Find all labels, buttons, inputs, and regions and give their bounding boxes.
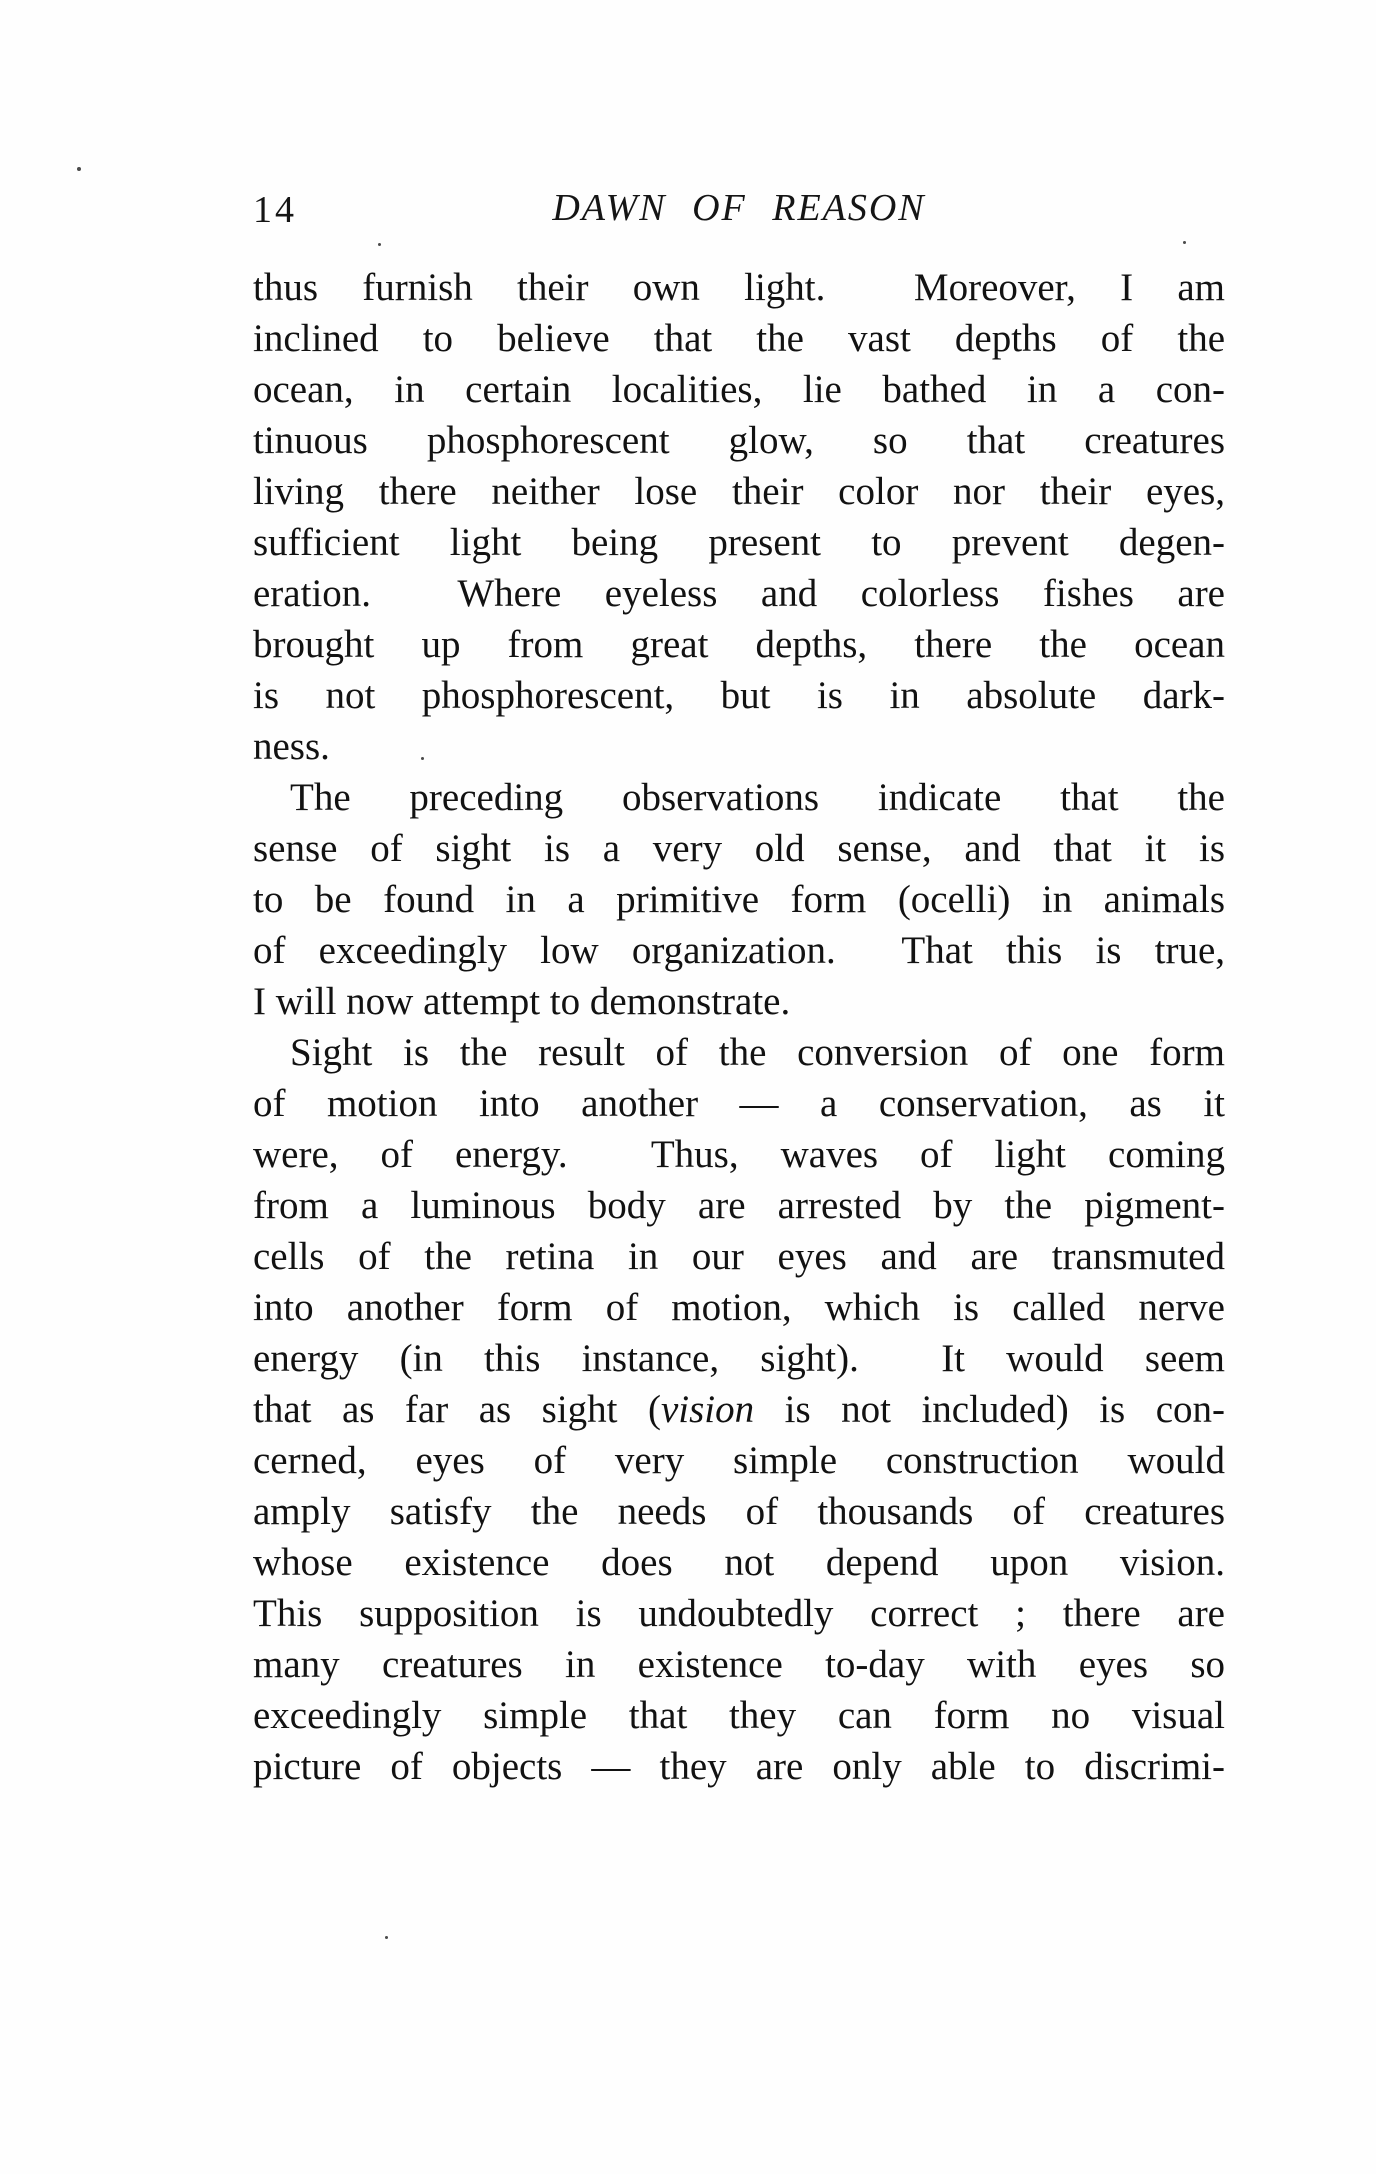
text-line: tinuous phosphorescent glow, so that creatures xyxy=(253,419,1225,462)
text-line: I will now attempt to demonstrate. xyxy=(253,980,791,1023)
text-line: of motion into another — a conservation, as it xyxy=(253,1082,1225,1125)
page-header xyxy=(253,186,1225,236)
text-line: inclined to believe that the vast depths of the xyxy=(253,317,1225,360)
text-line: were, of energy. Thus, waves of light coming xyxy=(253,1133,1225,1176)
text-line: sufficient light being present to prevent degen- xyxy=(253,521,1225,564)
text-line: energy (in this instance, sight). It would seem xyxy=(253,1337,1225,1380)
text-line: to be found in a primitive form (ocelli) in animals xyxy=(253,878,1225,921)
text-line: thus furnish their own light. Moreover, I am xyxy=(253,266,1225,309)
text-line: brought up from great depths, there the ocean xyxy=(253,623,1225,666)
text-line: is not phosphorescent, but is in absolute dark- xyxy=(253,674,1225,717)
body-text xyxy=(253,262,1225,1792)
page-number: 14 xyxy=(253,189,297,231)
text-line: cerned, eyes of very simple construction would xyxy=(253,1439,1225,1482)
text-line: into another form of motion, which is called nerve xyxy=(253,1286,1225,1329)
text-line: Sight is the result of the conversion of one form xyxy=(290,1031,1225,1074)
scan-speck xyxy=(421,757,424,760)
text-line: cells of the retina in our eyes and are transmuted xyxy=(253,1235,1225,1278)
text-line: whose existence does not depend upon vision. xyxy=(253,1541,1225,1584)
text-line: amply satisfy the needs of thousands of creatures xyxy=(253,1490,1225,1533)
text-line: The preceding observations indicate that the xyxy=(290,776,1225,819)
text-line: living there neither lose their color nor their eyes, xyxy=(253,470,1225,513)
text-line: ness. xyxy=(253,725,330,768)
text-line: This supposition is undoubtedly correct ; there are xyxy=(253,1592,1225,1635)
text-line: ocean, in certain localities, lie bathed in a con- xyxy=(253,368,1225,411)
text-line: from a luminous body are arrested by the pigment- xyxy=(253,1184,1225,1227)
text-line: of exceedingly low organization. That this is true, xyxy=(253,929,1225,972)
italic-text: vision xyxy=(660,1388,755,1431)
text-line: exceedingly simple that they can form no visual xyxy=(253,1694,1225,1737)
running-title: DAWN OF REASON xyxy=(552,187,926,229)
text-line: that as far as sight (vision is not included) is con- xyxy=(253,1388,1225,1431)
text-line: many creatures in existence to-day with eyes so xyxy=(253,1643,1225,1686)
scan-speck xyxy=(385,1936,388,1939)
scan-speck xyxy=(77,167,81,171)
text-line: sense of sight is a very old sense, and that it is xyxy=(253,827,1225,870)
scan-speck xyxy=(1183,241,1186,244)
text-line: picture of objects — they are only able to discrimi- xyxy=(253,1745,1225,1788)
scan-speck xyxy=(378,243,381,246)
text-line: eration. Where eyeless and colorless fishes are xyxy=(253,572,1225,615)
